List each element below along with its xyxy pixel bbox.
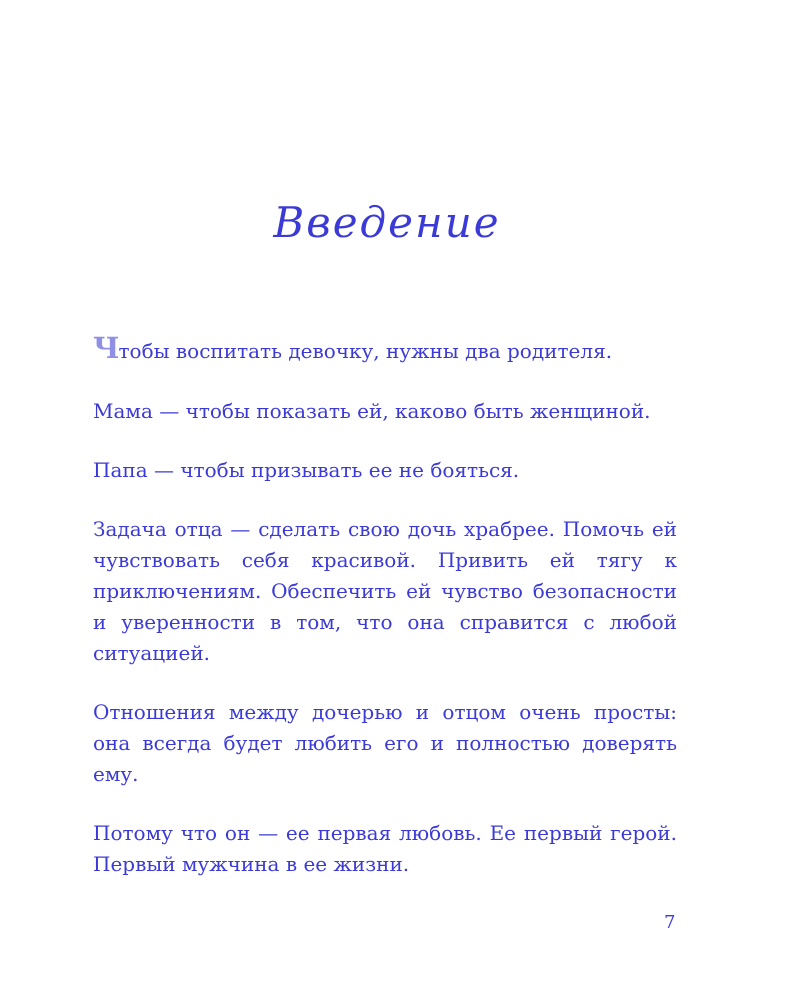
paragraph-6: Потому что он — ее первая любовь. Ее первый герой. Первый мужчина в ее жизни.	[93, 821, 677, 876]
paragraph-2: Мама — чтобы показать ей, каково быть женщиной.	[93, 399, 651, 423]
body-text	[93, 333, 677, 908]
paragraph-5: Отношения между дочерью и отцом очень просты: она всегда будет любить его и полностью доверять ему.	[93, 700, 677, 786]
paragraph-1	[93, 333, 677, 367]
paragraph-4: Задача отца — сделать свою дочь храбрее. Помочь ей чувствовать себя красивой. Привить ей тягу к приключениям. Обеспечить ей чувство безопасности и уверенности в том, что она справится с любой ситуацией.	[93, 517, 677, 665]
paragraph-text: тобы воспитать девочку, нужны два родителя.	[118, 339, 613, 363]
drop-cap: Ч	[93, 331, 119, 365]
paragraph-3: Папа — чтобы призывать ее не бояться.	[93, 458, 520, 482]
page-number: 7	[664, 912, 676, 933]
chapter-title: Введение	[273, 198, 501, 247]
